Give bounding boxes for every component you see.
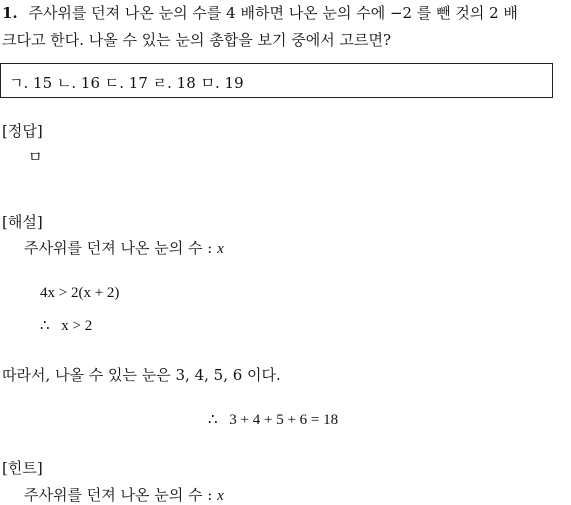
question-number: 1. [2,4,18,22]
question-text-1: 주사위를 던져 나온 눈의 수를 4 배하면 나온 눈의 수에 −2 를 뺀 것의 2 배 [28,4,518,22]
therefore-symbol: ∴ [40,318,50,334]
choices-list: ㄱ. 15 ㄴ. 16 ㄷ. 17 ㄹ. 18 ㅁ. 19 [9,74,244,92]
answer-value: ㅁ [28,148,43,166]
hint-text-body: 주사위를 던져 나온 눈의 수 : [24,486,218,504]
equation-1: 4x > 2(x + 2) [40,285,120,301]
equation-2 [40,316,92,335]
final-equation-expr: 3 + 4 + 5 + 6 = 18 [229,412,339,428]
final-equation [208,410,338,429]
final-therefore-symbol: ∴ [208,412,218,428]
equation-2-expr: x > 2 [61,318,93,334]
answer-label: [정답] [2,122,43,140]
hint-label: [힌트] [2,459,43,477]
conclusion-text: 따라서, 나올 수 있는 눈은 3, 4, 5, 6 이다. [2,366,281,384]
explanation-intro-text: 주사위를 던져 나온 눈의 수 : [24,239,218,257]
question-line-1 [2,2,518,23]
question-line-2: 크다고 한다. 나올 수 있는 눈의 총합을 보기 중에서 고르면? [2,31,391,49]
explanation-label: [해설] [2,213,43,231]
hint-var: x [217,488,224,504]
explanation-intro [24,237,224,258]
choices-box [0,63,553,98]
explanation-intro-var: x [217,241,224,257]
